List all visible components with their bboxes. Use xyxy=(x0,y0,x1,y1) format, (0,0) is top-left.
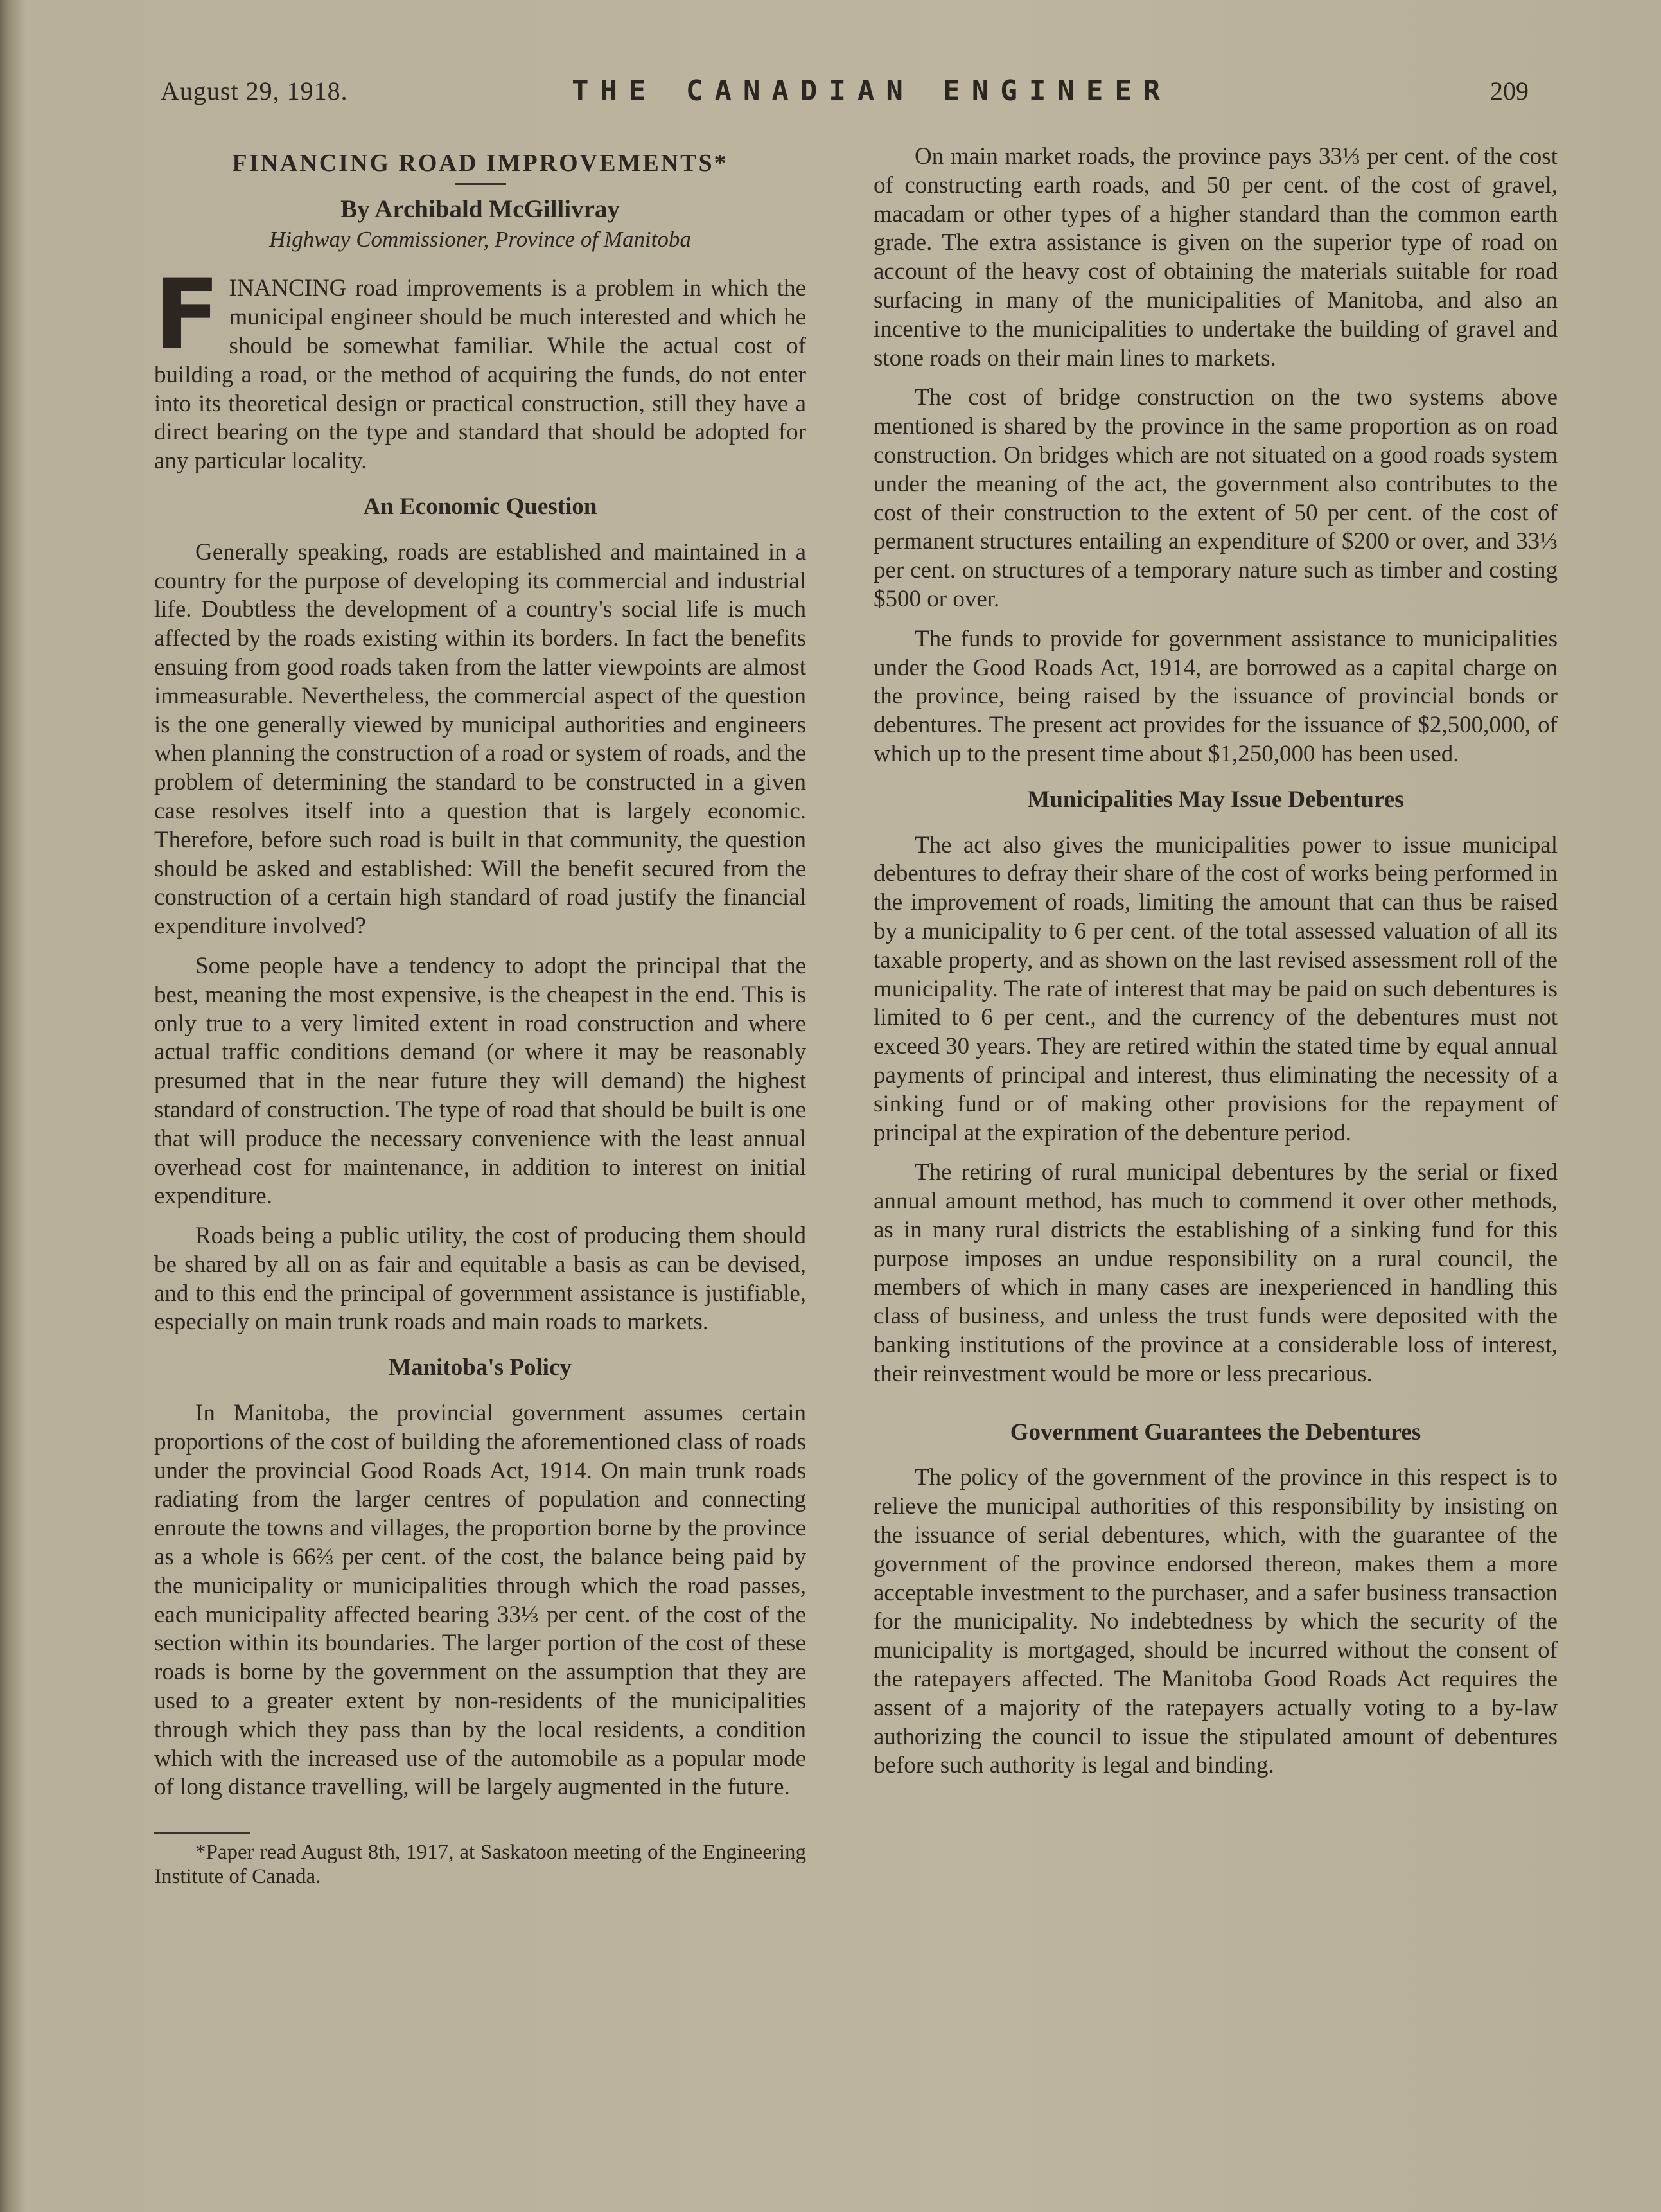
section-heading-guarantees: Government Guarantees the Debentures xyxy=(1010,1419,1421,1446)
right-column xyxy=(874,143,1558,1791)
paragraph: Roads being a public utility, the cost of producing them should be shared by all on as fair and equitable a basis as can be devised, and to this end the principal of government assistance is justifiable, especially on main trunk roads and main roads to markets. xyxy=(154,1223,806,1336)
paragraph: Some people have a tendency to adopt the principal that the best, meaning the most expensive, is the cheapest in the end. This is only true to a very limited extent in road construction and where actual traffic conditions demand (or where it may be reasonably presumed that in the near future they will demand) the highest standard of construction. The type of road that should be built is one that will produce the necessary convenience with the least annual overhead cost for maintenance, in addition to interest on initial expenditure. xyxy=(154,952,806,1210)
left-column xyxy=(154,143,806,1900)
page-number: 209 xyxy=(1490,76,1529,105)
title-rule xyxy=(455,183,506,185)
issue-date: August 29, 1918. xyxy=(161,76,348,105)
article-author: By Archibald McGillivray xyxy=(340,195,620,223)
paragraph: In Manitoba, the provincial government assumes certain proportions of the cost of building the aforementioned class of roads under the provincial Good Roads Act, 1914. On main trunk roads radiating from the larger centres of population and connecting enroute the towns and villages, the proportion borne by the province as a whole is 66⅔ per cent. of the cost, the balance being paid by the municipality or municipalities through which the road passes, each municipality affected bearing 33⅓ per cent. of the cost of the section within its boundaries. The larger portion of the cost of these roads is borne by the government on the assumption that they are used to a greater extent by non-residents of the municipalities through which they pass than by the local residents, a condition which with the increased use of the automobile as a popular mode of long distance travelling, will be largely augmented in the future. xyxy=(154,1400,806,1801)
journal-title: THE CANADIAN ENGINEER xyxy=(572,75,1172,107)
intro-paragraph xyxy=(154,259,806,476)
paragraph: The act also gives the municipalities power to issue municipal debentures to defray their share of the cost of works being performed in the improvement of roads, limiting the amount that can thus be raised by a municipality to 6 per cent. of the total assessed valuation of all its taxable property, and as shown on the last revised assessment roll of the municipality. The rate of interest that may be paid on such debentures is limited to 6 per cent., and the currency of the debentures must not exceed 30 years. They are retired within the stated time by equal annual payments of principal and interest, thus eliminating the necessity of a sinking fund or of making other provisions for the repayment of principal at the expiration of the debenture period. xyxy=(874,831,1558,1146)
section-heading-policy: Manitoba's Policy xyxy=(389,1354,572,1381)
paragraph: The cost of bridge construction on the two systems above mentioned is shared by the province in the same proportion as on road construction. On bridges which are not situated on a good roads system under the meaning of the act, the government also contributes to the cost of their construction to the extent of 50 per cent. of the cost of permanent structures entailing an expenditure of $200 or over, and 33⅓ per cent. on structures of a temporary nature such as timber and costing $500 or over. xyxy=(874,384,1558,612)
paragraph: The funds to provide for government assistance to municipalities under the Good Roads Act, 1914, are borrowed as a capital charge on the province, being raised by the issuance of provincial bonds or debentures. The present act provides for the issuance of $2,500,000, of which up to the present time about $1,250,000 has been used. xyxy=(874,625,1558,767)
footnote: *Paper read August 8th, 1917, at Saskatoon meeting of the Engineering Institute of Canada. xyxy=(154,1841,806,1889)
paragraph: The retiring of rural municipal debentures by the serial or fixed annual amount method, has much to commend it over other methods, as in many rural districts the establishing of a sinking fund for this purpose imposes an undue responsibility on a rural council, the members of which in many cases are inexperienced in handling this class of business, and unless the trust funds were deposited with the banking institutions of the province at a considerable loss of interest, their reinvestment would be more or less precarious. xyxy=(874,1159,1558,1387)
section-heading-debentures: Municipalities May Issue Debentures xyxy=(1027,786,1404,813)
page-header xyxy=(161,76,1529,121)
paragraph: Generally speaking, roads are established and maintained in a country for the purpose of developing its commercial and industrial life. Doubtless the development of a country's social life is much affected by the roads existing within its borders. In fact the benefits ensuing from good roads taken from the latter viewpoints are almost immeasurable. Nevertheless, the commercial aspect of the question is the one generally viewed by municipal authorities and engineers when planning the construction of a road or system of roads, and the problem of determining the standard to be constructed in a given case resolves itself into a question that is largely economic. Therefore, before such road is built in that community, the question should be asked and established: Will the benefit secured from the construction of a certain high standard of road justify the financial expenditure involved? xyxy=(154,538,806,940)
author-affiliation: Highway Commissioner, Province of Manitoba xyxy=(269,226,691,252)
drop-cap: F xyxy=(154,259,220,371)
section-heading-economic: An Economic Question xyxy=(363,493,597,520)
intro-text: INANCING road improvements is a problem in which the municipal engineer should be much interested and which he should be somewhat familiar. While the actual cost of building a road, or the method of acquiring the funds, do not enter into its theoretical design or practical construction, still they have a direct bearing on the type and standard that should be adopted for any particular locality. xyxy=(154,275,806,475)
article-title: FINANCING ROAD IMPROVEMENTS* xyxy=(232,150,728,177)
paragraph: The policy of the government of the province in this respect is to relieve the municipal authorities of this responsibility by insisting on the issuance of serial debentures, which, with the guarantee of the government of the province endorsed thereon, makes them a more acceptable investment to the purchaser, and a safer business transaction for the municipality. No indebtedness by which the security of the municipality is mortgaged, should be incurred without the consent of the ratepayers affected. The Manitoba Good Roads Act requires the assent of a majority of the ratepayers actually voting to a by-law authorizing the council to issue the stipulated amount of debentures before such authority is legal and binding. xyxy=(874,1464,1558,1779)
paragraph: On main market roads, the province pays 33⅓ per cent. of the cost of constructing earth roads, and 50 per cent. of the cost of gravel, macadam or other types of a higher standard than the common earth grade. The extra assistance is given on the superior type of road on account of the heavy cost of obtaining the materials suitable for road surfacing in many of the municipalities of Manitoba, and also an incentive to the municipalities to undertake the building of gravel and stone roads on their main lines to markets. xyxy=(874,143,1558,371)
footnote-rule xyxy=(154,1832,250,1834)
